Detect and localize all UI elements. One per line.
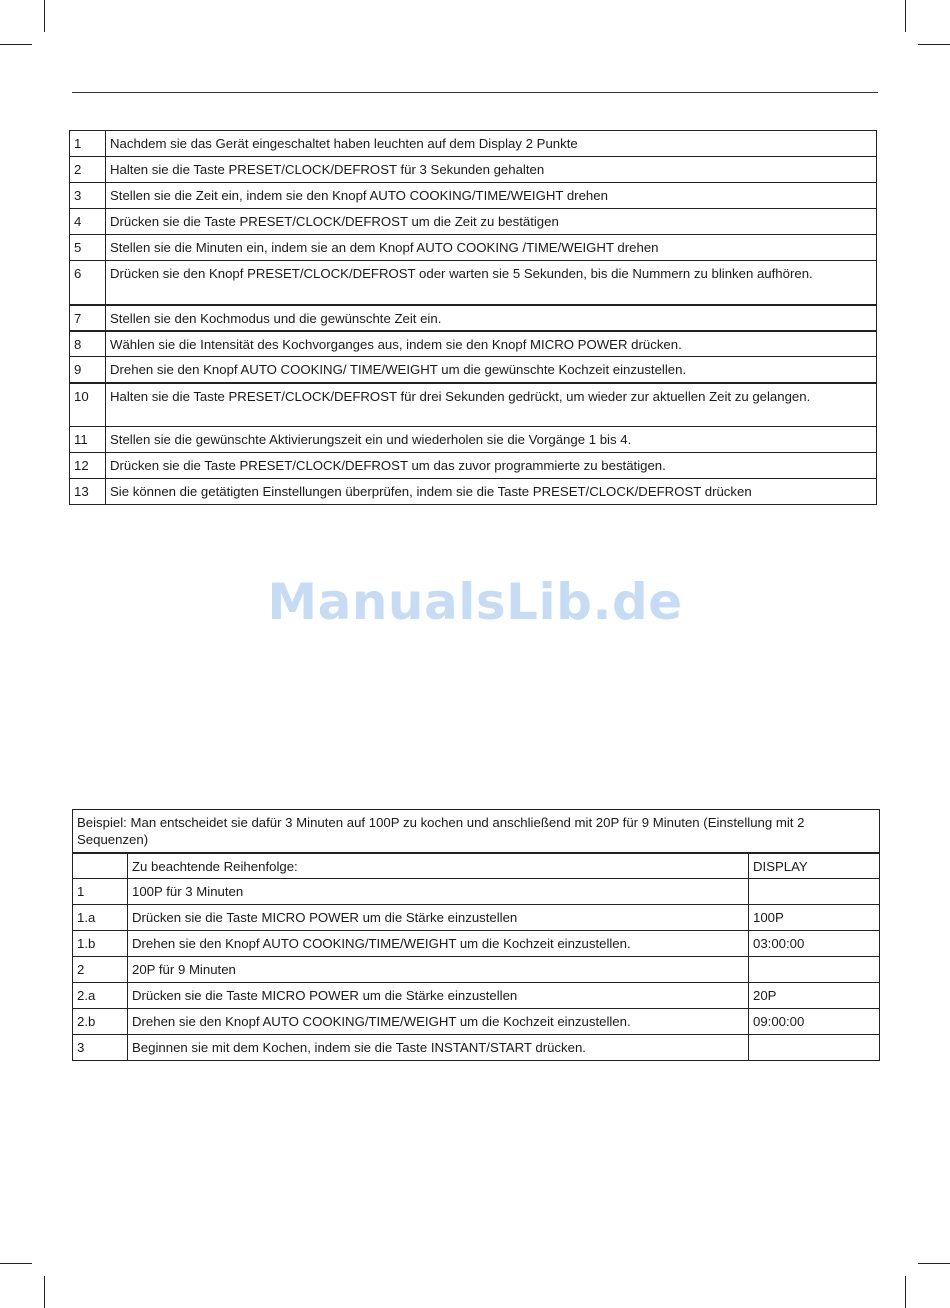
crop-mark-top-right bbox=[918, 44, 950, 45]
steps-table bbox=[69, 130, 877, 505]
header-rule bbox=[72, 92, 878, 93]
table-row bbox=[70, 305, 877, 331]
watermark-text: ManualsLib.de bbox=[267, 573, 683, 631]
step-text: Stellen sie die Minuten ein, indem sie an dem Knopf AUTO COOKING /TIME/WEIGHT drehen bbox=[106, 235, 877, 261]
example-step-number: 1 bbox=[73, 879, 128, 905]
table-row bbox=[70, 383, 877, 427]
example-step-display: 20P bbox=[749, 983, 880, 1009]
example-intro: Beispiel: Man entscheidet sie dafür 3 Minuten auf 100P zu kochen und anschließend mit 20P für 9 Minuten (Einstellung mit 2 Sequenzen) bbox=[73, 810, 880, 853]
example-step-display: 09:00:00 bbox=[749, 1009, 880, 1035]
table-row bbox=[70, 357, 877, 383]
crop-mark-bottom-left bbox=[0, 1263, 32, 1264]
example-step-text: Beginnen sie mit dem Kochen, indem sie die Taste INSTANT/START drücken. bbox=[128, 1035, 749, 1061]
table-header-row bbox=[73, 853, 880, 879]
step-text: Stellen sie den Kochmodus und die gewünschte Zeit ein. bbox=[106, 305, 877, 331]
table-row bbox=[70, 209, 877, 235]
example-step-text: Drehen sie den Knopf AUTO COOKING/TIME/WEIGHT um die Kochzeit einzustellen. bbox=[128, 931, 749, 957]
table-row bbox=[73, 1035, 880, 1061]
crop-mark-bottom-right bbox=[905, 1276, 906, 1308]
step-text: Stellen sie die Zeit ein, indem sie den Knopf AUTO COOKING/TIME/WEIGHT drehen bbox=[106, 183, 877, 209]
column-header-display: DISPLAY bbox=[749, 853, 880, 879]
step-text: Stellen sie die gewünschte Aktivierungszeit ein und wiederholen sie die Vorgänge 1 bis 4. bbox=[106, 427, 877, 453]
step-number: 10 bbox=[70, 383, 106, 427]
step-text: Drücken sie die Taste PRESET/CLOCK/DEFROST um die Zeit zu bestätigen bbox=[106, 209, 877, 235]
table-row bbox=[73, 957, 880, 983]
table-row bbox=[73, 983, 880, 1009]
step-text: Nachdem sie das Gerät eingeschaltet haben leuchten auf dem Display 2 Punkte bbox=[106, 131, 877, 157]
example-step-number: 1.b bbox=[73, 931, 128, 957]
table-row bbox=[70, 157, 877, 183]
table-row bbox=[70, 235, 877, 261]
step-text: Drücken sie den Knopf PRESET/CLOCK/DEFROST oder warten sie 5 Sekunden, bis die Nummern zu blinken aufhören. bbox=[106, 261, 877, 305]
table-row bbox=[70, 261, 877, 305]
step-number: 13 bbox=[70, 479, 106, 505]
example-step-display bbox=[749, 1035, 880, 1061]
step-number: 7 bbox=[70, 305, 106, 331]
crop-mark-bottom-left bbox=[44, 1276, 45, 1308]
step-text: Drücken sie die Taste PRESET/CLOCK/DEFROST um das zuvor programmierte zu bestätigen. bbox=[106, 453, 877, 479]
step-number: 5 bbox=[70, 235, 106, 261]
crop-mark-top-left bbox=[44, 0, 45, 32]
step-number: 6 bbox=[70, 261, 106, 305]
example-step-number: 1.a bbox=[73, 905, 128, 931]
example-step-text: Drücken sie die Taste MICRO POWER um die Stärke einzustellen bbox=[128, 983, 749, 1009]
table-row bbox=[73, 931, 880, 957]
step-number: 1 bbox=[70, 131, 106, 157]
example-step-display: 03:00:00 bbox=[749, 931, 880, 957]
example-step-text: Drehen sie den Knopf AUTO COOKING/TIME/WEIGHT um die Kochzeit einzustellen. bbox=[128, 1009, 749, 1035]
example-step-display bbox=[749, 879, 880, 905]
crop-mark-top-left bbox=[0, 44, 32, 45]
step-text: Drehen sie den Knopf AUTO COOKING/ TIME/WEIGHT um die gewünschte Kochzeit einzustellen. bbox=[106, 357, 877, 383]
table-row bbox=[70, 427, 877, 453]
table-row bbox=[73, 879, 880, 905]
table-row bbox=[70, 183, 877, 209]
example-table bbox=[72, 809, 880, 1061]
step-number: 4 bbox=[70, 209, 106, 235]
example-step-number: 2.a bbox=[73, 983, 128, 1009]
table-row bbox=[73, 810, 880, 853]
example-step-text: 100P für 3 Minuten bbox=[128, 879, 749, 905]
step-text: Halten sie die Taste PRESET/CLOCK/DEFROST für 3 Sekunden gehalten bbox=[106, 157, 877, 183]
step-text: Wählen sie die Intensität des Kochvorganges aus, indem sie den Knopf MICRO POWER drücken. bbox=[106, 331, 877, 357]
table-row bbox=[70, 479, 877, 505]
example-step-number: 3 bbox=[73, 1035, 128, 1061]
step-text: Halten sie die Taste PRESET/CLOCK/DEFROST für drei Sekunden gedrückt, um wieder zur aktuellen Zeit zu gelangen. bbox=[106, 383, 877, 427]
table-row bbox=[70, 131, 877, 157]
step-number: 11 bbox=[70, 427, 106, 453]
example-step-text: Drücken sie die Taste MICRO POWER um die Stärke einzustellen bbox=[128, 905, 749, 931]
crop-mark-top-right bbox=[905, 0, 906, 32]
crop-mark-bottom-right bbox=[918, 1263, 950, 1264]
example-step-text: 20P für 9 Minuten bbox=[128, 957, 749, 983]
column-header-sequence: Zu beachtende Reihenfolge: bbox=[128, 853, 749, 879]
column-header-number bbox=[73, 853, 128, 879]
step-number: 9 bbox=[70, 357, 106, 383]
example-step-number: 2 bbox=[73, 957, 128, 983]
example-step-display bbox=[749, 957, 880, 983]
table-row bbox=[73, 905, 880, 931]
step-number: 12 bbox=[70, 453, 106, 479]
step-number: 3 bbox=[70, 183, 106, 209]
table-row bbox=[70, 453, 877, 479]
table-row bbox=[70, 331, 877, 357]
example-step-number: 2.b bbox=[73, 1009, 128, 1035]
step-text: Sie können die getätigten Einstellungen überprüfen, indem sie die Taste PRESET/CLOCK/DEFROST drücken bbox=[106, 479, 877, 505]
table-row bbox=[73, 1009, 880, 1035]
example-step-display: 100P bbox=[749, 905, 880, 931]
step-number: 2 bbox=[70, 157, 106, 183]
step-number: 8 bbox=[70, 331, 106, 357]
